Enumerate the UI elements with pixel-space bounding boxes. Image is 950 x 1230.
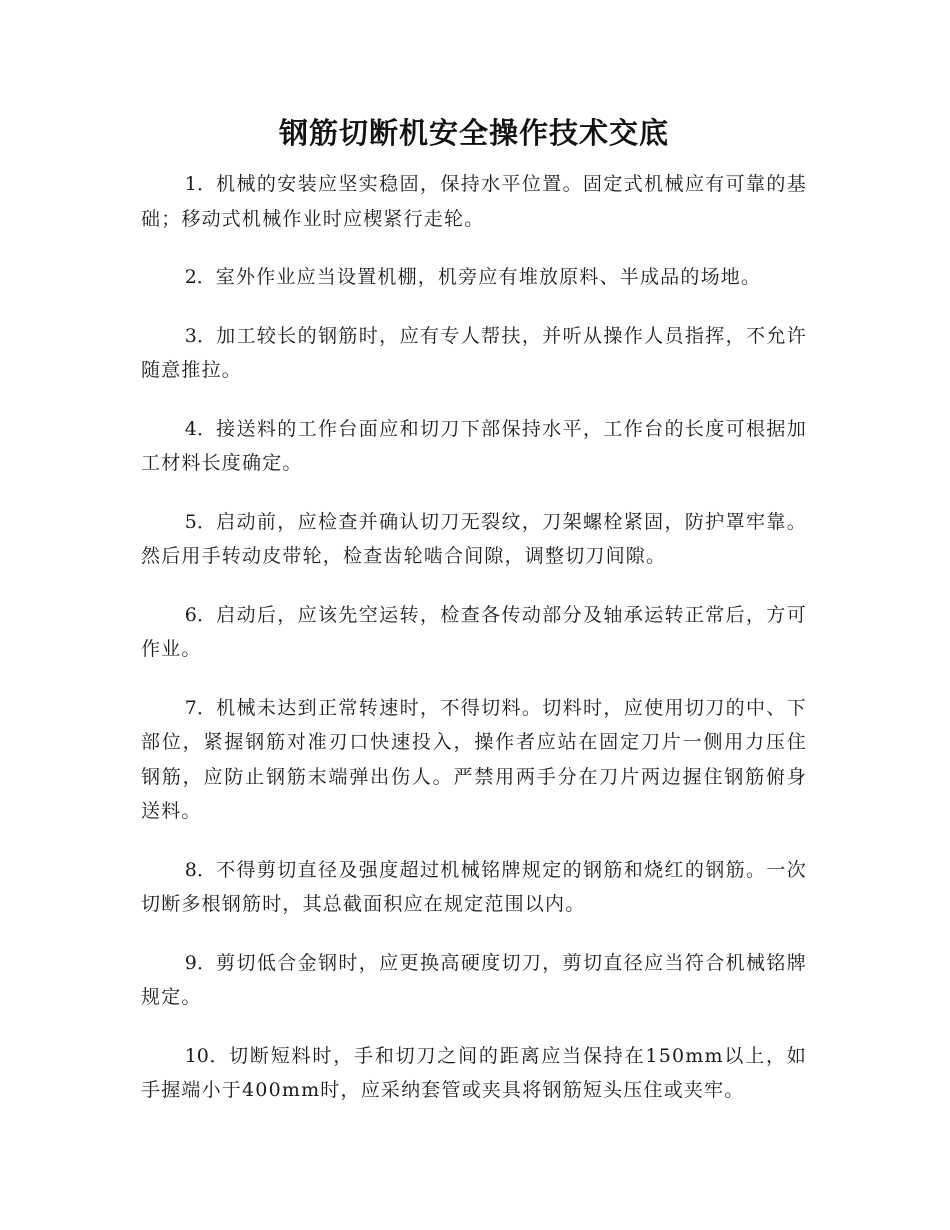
- clause-number: 6．: [184, 603, 217, 626]
- clause-text: 启动前，应检查并确认切刀无裂纹，刀架螺栓紧固，防护罩牢靠。然后用手转动皮带轮，检查齿轮啮合间隙，调整切刀间隙。: [141, 510, 807, 567]
- clause-4: [141, 412, 807, 481]
- clause-number: 7．: [184, 696, 217, 719]
- clause-number: 3．: [184, 324, 217, 347]
- clause-6: [141, 598, 807, 667]
- clause-5: [141, 505, 807, 574]
- clause-number: 1．: [184, 173, 217, 195]
- clause-10: [141, 1039, 807, 1108]
- clause-number: 9．: [184, 951, 217, 974]
- clause-7: [141, 691, 807, 829]
- clause-9: [141, 946, 807, 1015]
- clause-text: 机械的安装应坚实稳固，保持水平位置。固定式机械应有可靠的基础；移动式机械作业时应楔紧行走轮。: [141, 173, 807, 230]
- clause-2: [141, 260, 807, 295]
- clause-1: [141, 167, 807, 236]
- clause-3: [141, 319, 807, 388]
- document-title: 钢筋切断机安全操作技术交底: [278, 116, 669, 150]
- clause-text: 加工较长的钢筋时，应有专人帮扶，并听从操作人员指挥，不允许随意推拉。: [141, 324, 807, 381]
- clause-text: 切断短料时，手和切刀之间的距离应当保持在150mm以上，如手握端小于400mm时，应采纳套管或夹具将钢筋短头压住或夹牢。: [141, 1044, 807, 1101]
- clause-text: 剪切低合金钢时，应更换高硬度切刀，剪切直径应当符合机械铭牌规定。: [141, 951, 807, 1008]
- clause-text: 机械未达到正常转速时，不得切料。切料时，应使用切刀的中、下部位，紧握钢筋对准刃口快速投入，操作者应站在固定刀片一侧用力压住钢筋，应防止钢筋末端弹出伤人。严禁用两手分在刀片两边握住钢筋俯身送料。: [141, 696, 807, 822]
- clause-text: 接送料的工作台面应和切刀下部保持水平，工作台的长度可根据加工材料长度确定。: [141, 417, 807, 474]
- clause-number: 2．: [184, 266, 216, 288]
- clause-8: [141, 853, 807, 922]
- clause-number: 5．: [184, 510, 217, 533]
- clause-text: 室外作业应当设置机棚，机旁应有堆放原料、半成品的场地。: [215, 266, 762, 288]
- clause-number: 4．: [184, 417, 217, 440]
- clause-text: 不得剪切直径及强度超过机械铭牌规定的钢筋和烧红的钢筋。一次切断多根钢筋时，其总截面积应在规定范围以内。: [141, 858, 807, 915]
- clause-number: 8．: [184, 858, 217, 881]
- clause-number: 10．: [184, 1044, 230, 1067]
- clause-text: 启动后，应该先空运转，检查各传动部分及轴承运转正常后，方可作业。: [141, 603, 807, 660]
